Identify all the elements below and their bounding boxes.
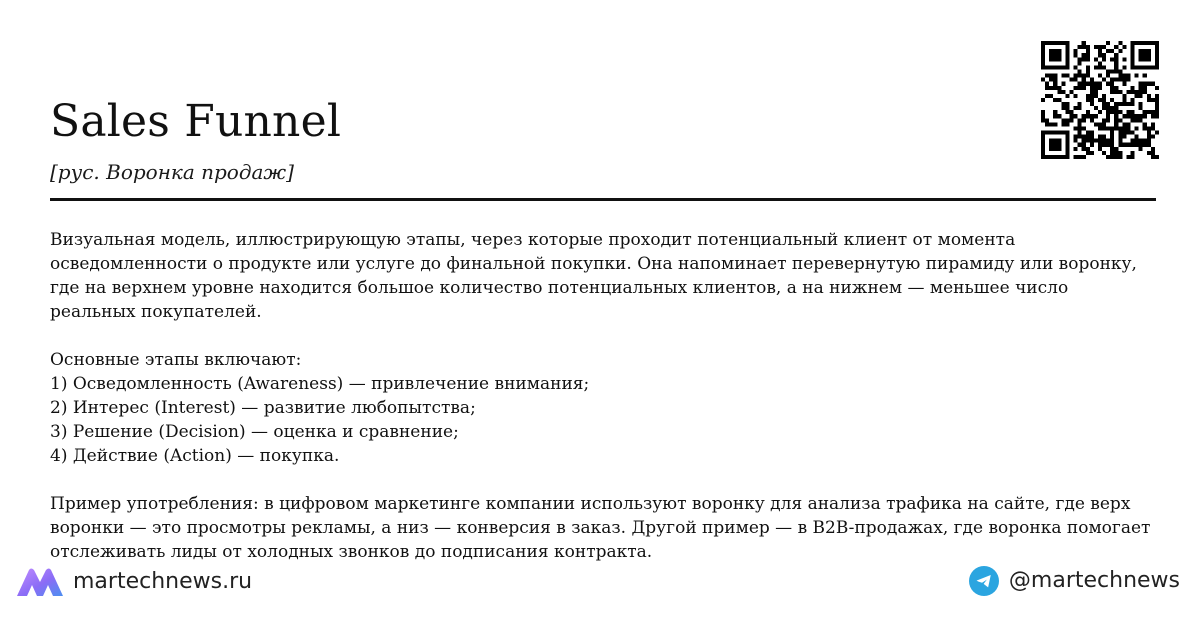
- header: [50, 96, 1010, 186]
- stage-list: [50, 372, 1156, 468]
- paper-plane-icon: [975, 572, 993, 590]
- definition-paragraph: Визуальная модель, иллюстрирующую этапы, через которые проходит потенциальный клиент от момента осведомленности о продукте или услуге до финальной покупки. Она напоминает перевернутую пирамиду или воронку, где на верхнем уровне находится большое количество потенциальных клиентов, а на нижнем — меньшее число реальных покупателей.: [50, 230, 1137, 322]
- telegram-icon: [969, 566, 999, 596]
- stage-item: 3) Решение (Decision) — оценка и сравнение;: [50, 422, 459, 442]
- stage-item: 1) Осведомленность (Awareness) — привлечение внимания;: [50, 374, 590, 394]
- martechnews-logo-icon: [15, 566, 65, 598]
- site-link[interactable]: [15, 566, 252, 598]
- telegram-handle: @martechnews: [1008, 568, 1180, 593]
- qr-code-icon[interactable]: [1041, 41, 1159, 159]
- page-title: Sales Funnel: [50, 96, 342, 147]
- stage-item: 4) Действие (Action) — покупка.: [50, 446, 340, 466]
- site-label: martechnews.ru: [73, 569, 253, 594]
- title-divider: [50, 198, 1156, 201]
- stages-intro: Основные этапы включают:: [50, 350, 302, 370]
- telegram-link[interactable]: [969, 566, 1180, 596]
- stage-item: 2) Интерес (Interest) — развитие любопытства;: [50, 398, 476, 418]
- example-paragraph: Пример употребления: в цифровом маркетинге компании используют воронку для анализа трафика на сайте, где верх воронки — это просмотры рекламы, а низ — конверсия в заказ. Другой пример — в B2B-продажах, где воронка помогает отслеживать лиды от холодных звонков до подписания контракта.: [50, 494, 1151, 562]
- translation-subtitle: [рус. Воронка продаж]: [50, 160, 294, 184]
- article-body: [50, 228, 1156, 588]
